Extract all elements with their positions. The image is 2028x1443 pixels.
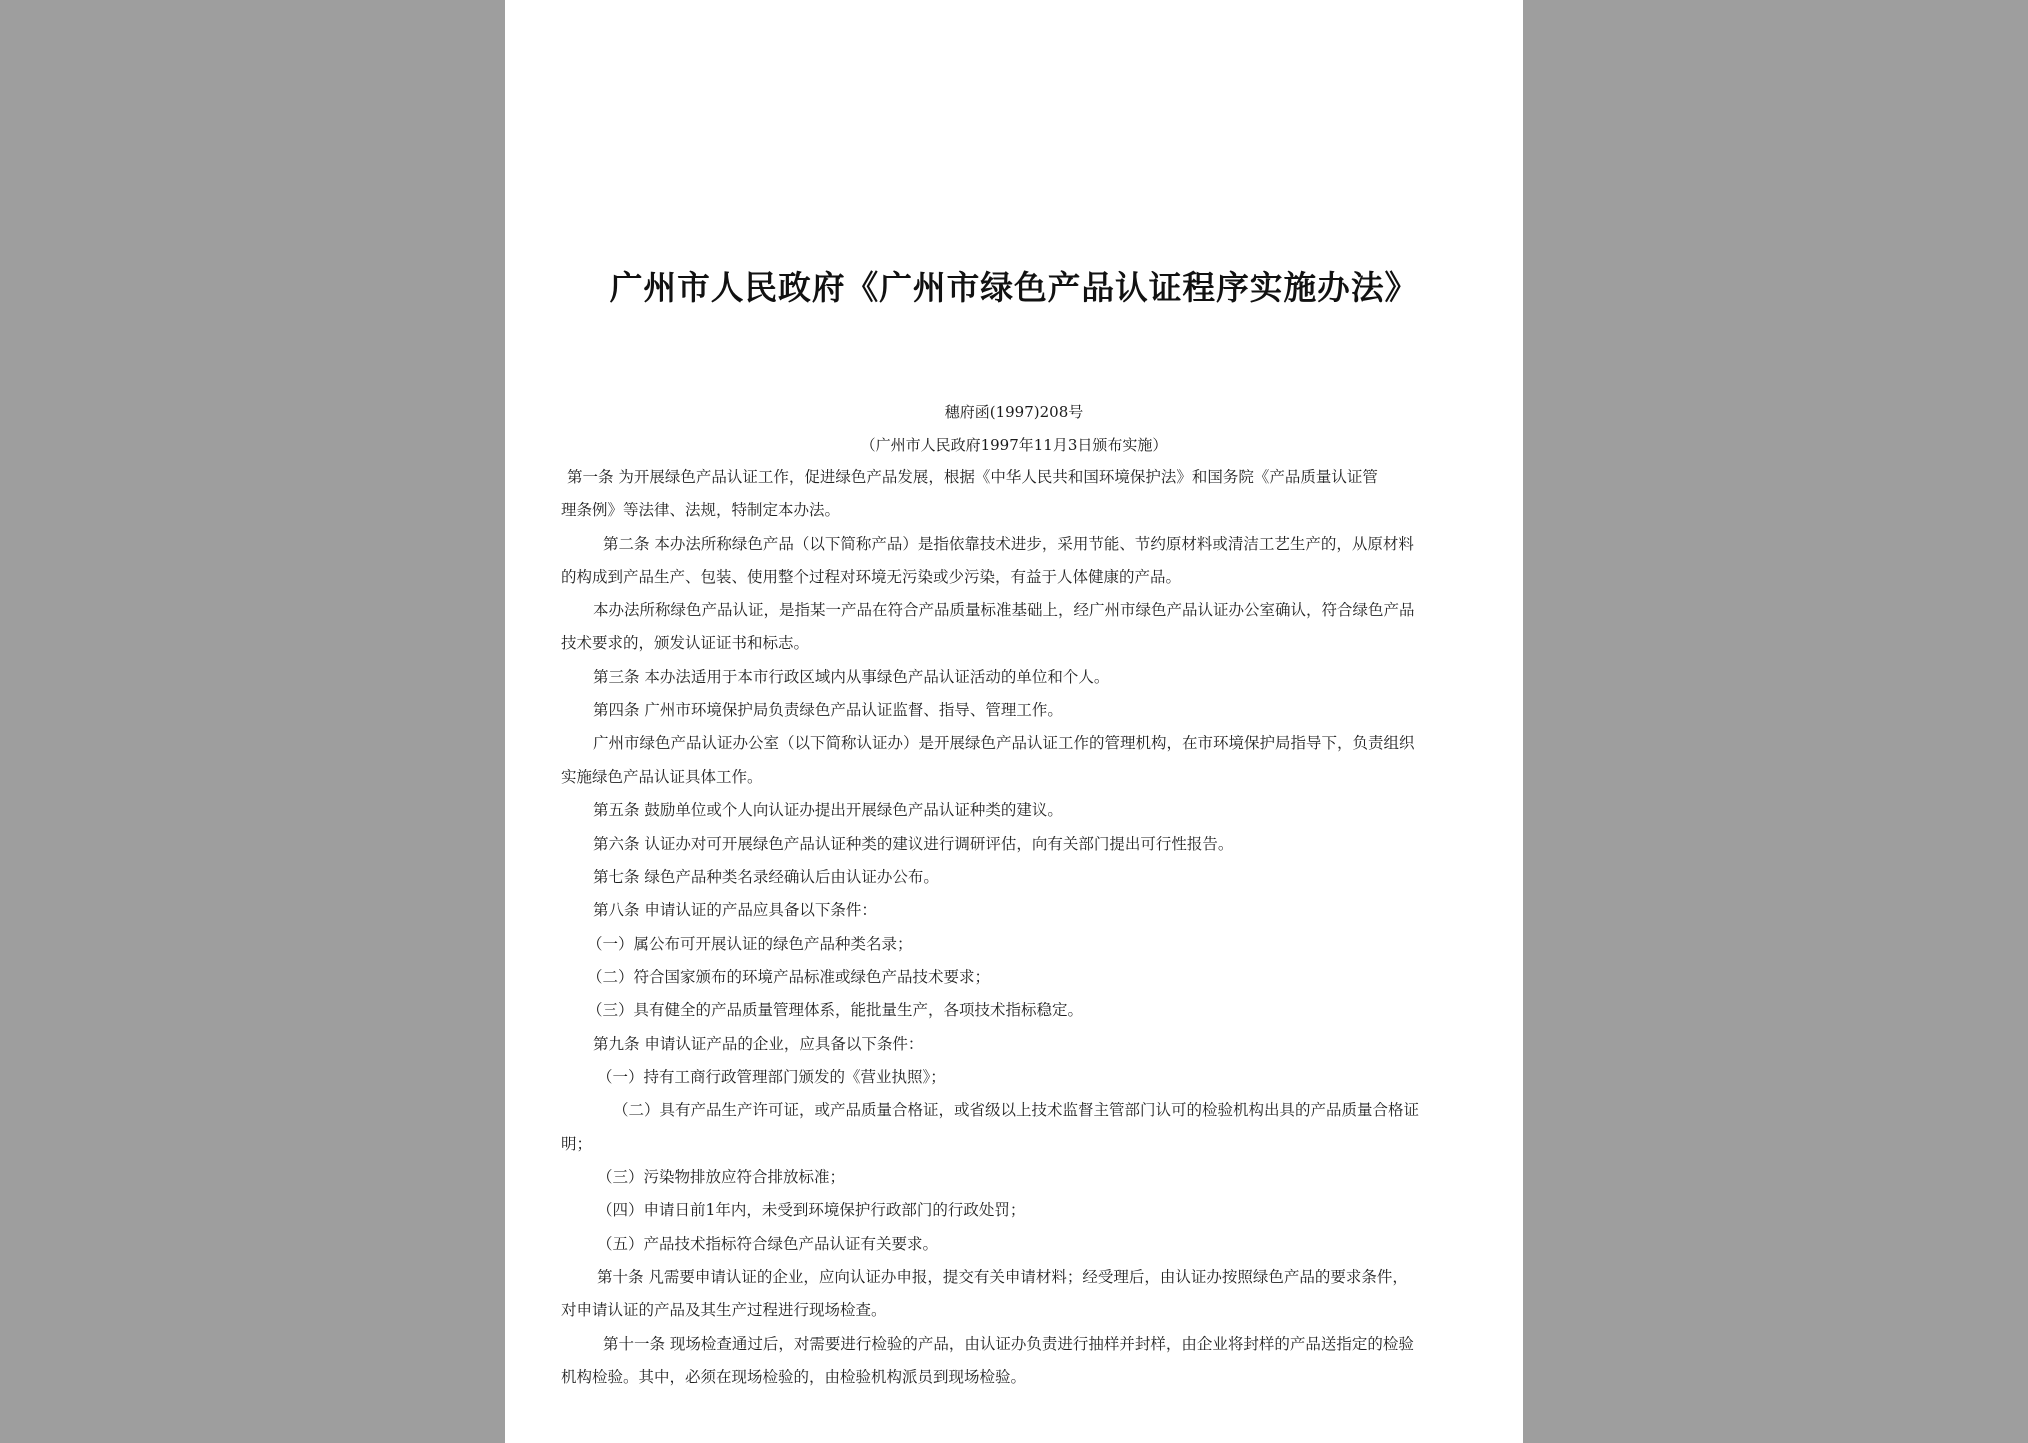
text-line: （三）具有健全的产品质量管理体系，能批量生产，各项技术指标稳定。	[587, 1001, 1084, 1019]
text-line: 明；	[561, 1135, 593, 1153]
text-line: （二）具有产品生产许可证，或产品质量合格证，或省级以上技术监督主管部门认可的检验机构出具的产品质量合格证	[613, 1101, 1420, 1119]
text-line: 第四条 广州市环境保护局负责绿色产品认证监督、指导、管理工作。	[593, 701, 1063, 719]
text-line: 对申请认证的产品及其生产过程进行现场检查。	[561, 1301, 887, 1319]
text-line: 第十条 凡需要申请认证的企业，应向认证办申报，提交有关申请材料；经受理后，由认证办按照绿色产品的要求条件，	[597, 1268, 1408, 1286]
text-line: 第六条 认证办对可开展绿色产品认证种类的建议进行调研评估，向有关部门提出可行性报告。	[593, 835, 1234, 853]
text-line: 第十一条 现场检查通过后，对需要进行检验的产品，由认证办负责进行抽样并封样，由企业将封样的产品送指定的检验	[603, 1335, 1414, 1353]
text-line: 实施绿色产品认证具体工作。	[561, 768, 763, 786]
text-line: 第九条 申请认证产品的企业，应具备以下条件：	[593, 1035, 924, 1053]
text-line: 理条例》等法律、法规，特制定本办法。	[561, 501, 841, 519]
text-line: 第三条 本办法适用于本市行政区域内从事绿色产品认证活动的单位和个人。	[593, 668, 1110, 686]
text-line: 机构检验。其中，必须在现场检验的，由检验机构派员到现场检验。	[561, 1368, 1027, 1386]
text-line: 的构成到产品生产、包装、使用整个过程对环境无污染或少污染，有益于人体健康的产品。	[561, 568, 1182, 586]
document-title: 广州市人民政府《广州市绿色产品认证程序实施办法》	[609, 269, 1419, 307]
text-line: （一）持有工商行政管理部门颁发的《营业执照》；	[597, 1068, 946, 1086]
text-line: 第五条 鼓励单位或个人向认证办提出开展绿色产品认证种类的建议。	[593, 801, 1063, 819]
text-line: （四）申请日前1年内，未受到环境保护行政部门的行政处罚；	[597, 1201, 1026, 1219]
text-line: 广州市绿色产品认证办公室（以下简称认证办）是开展绿色产品认证工作的管理机构，在市环境保护局指导下，负责组织	[593, 734, 1415, 752]
text-line: 第一条 为开展绿色产品认证工作，促进绿色产品发展，根据《中华人民共和国环境保护法》和国务院《产品质量认证管	[567, 468, 1378, 486]
text-line: 技术要求的，颁发认证证书和标志。	[561, 634, 810, 652]
document-date: （广州市人民政府1997年11月3日颁布实施）	[860, 436, 1168, 454]
document-number: 穗府函(1997)208号	[944, 403, 1084, 421]
text-line: （五）产品技术指标符合绿色产品认证有关要求。	[597, 1235, 939, 1253]
text-line: 第七条 绿色产品种类名录经确认后由认证办公布。	[593, 868, 939, 886]
text-line: （二）符合国家颁布的环境产品标准或绿色产品技术要求；	[587, 968, 991, 986]
text-line: 本办法所称绿色产品认证，是指某一产品在符合产品质量标准基础上，经广州市绿色产品认证办公室确认，符合绿色产品	[593, 601, 1415, 619]
text-line: （三）污染物排放应符合排放标准；	[597, 1168, 846, 1186]
text-line: 第二条 本办法所称绿色产品（以下简称产品）是指依靠技术进步，采用节能、节约原材料或清洁工艺生产的，从原材料	[603, 535, 1414, 553]
text-line: （一）属公布可开展认证的绿色产品种类名录；	[587, 935, 913, 953]
text-line: 第八条 申请认证的产品应具备以下条件：	[593, 901, 877, 919]
document-page	[505, 0, 1523, 1443]
